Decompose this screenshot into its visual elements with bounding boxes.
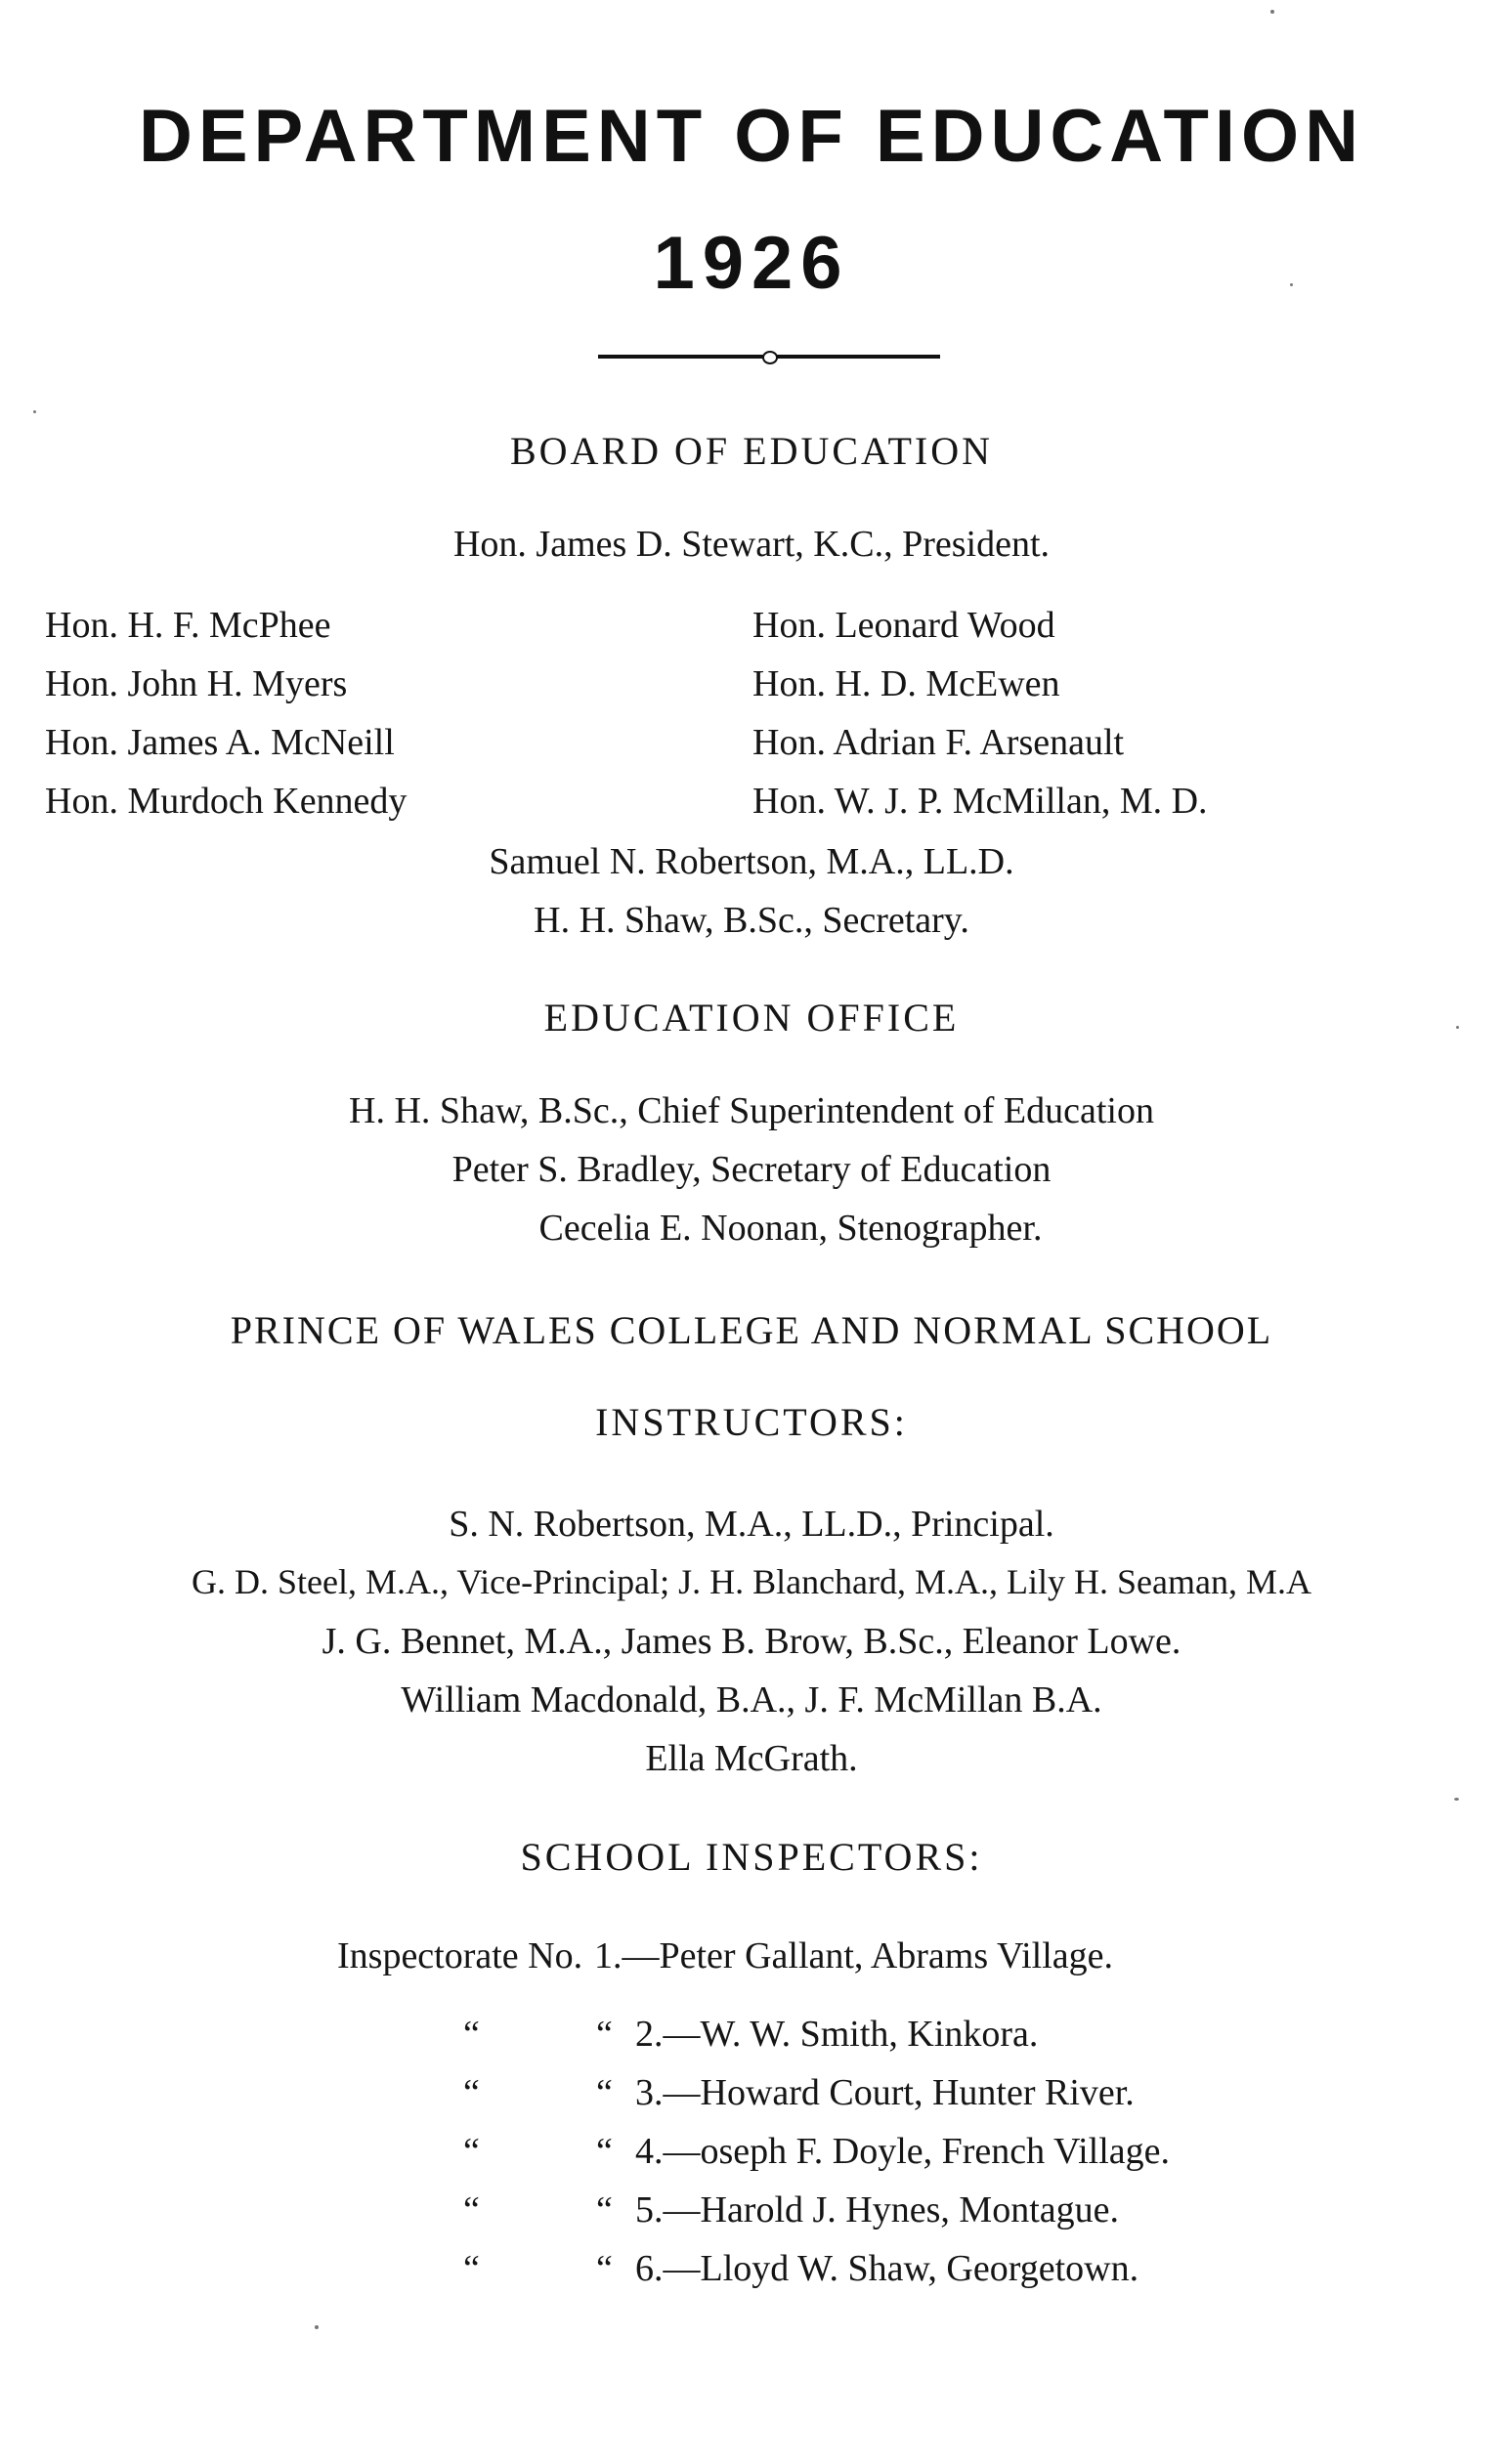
- office-staff-item: Cecelia E. Noonan, Stenographer.: [538, 1208, 1043, 1249]
- scan-speck: [1290, 283, 1293, 286]
- board-member-right: Hon. Leonard Wood: [752, 605, 1055, 646]
- board-member-right: Hon. W. J. P. McMillan, M. D.: [752, 781, 1208, 822]
- rule-ornament-icon: [762, 351, 778, 364]
- scan-speck: [1456, 1026, 1459, 1029]
- college-heading: PRINCE OF WALES COLLEGE AND NORMAL SCHOOL: [230, 1308, 1273, 1352]
- board-member-left: Hon. James A. McNeill: [45, 722, 395, 763]
- ornamental-rule: [598, 355, 940, 359]
- scan-speck: [1454, 1798, 1459, 1801]
- board-member-left: Hon. H. F. McPhee: [45, 605, 331, 646]
- college-subheading: INSTRUCTORS:: [595, 1400, 908, 1444]
- board-member-left: Hon. Murdoch Kennedy: [45, 781, 408, 822]
- board-heading: BOARD OF EDUCATION: [509, 429, 994, 473]
- ditto-mark: “: [463, 2131, 480, 2172]
- ditto-mark: “: [463, 2248, 480, 2289]
- board-secretary: H. H. Shaw, B.Sc., Secretary.: [534, 900, 969, 941]
- office-heading: EDUCATION OFFICE: [543, 996, 960, 1040]
- instructor-line: William Macdonald, B.A., J. F. McMillan B.A.: [401, 1679, 1102, 1721]
- ditto-mark: “: [596, 2131, 613, 2172]
- ditto-mark: “: [463, 2014, 480, 2055]
- inspector-entry: 2.—W. W. Smith, Kinkora.: [635, 2014, 1039, 2055]
- scan-speck: [1270, 10, 1274, 14]
- ditto-mark: “: [596, 2072, 613, 2113]
- instructor-line: Ella McGrath.: [645, 1738, 858, 1779]
- page-year: 1926: [653, 222, 850, 305]
- scan-speck: [33, 410, 36, 413]
- page-title: DEPARTMENT OF EDUCATION: [138, 95, 1365, 178]
- instructor-line: G. D. Steel, M.A., Vice-Principal; J. H. Blanchard, M.A., Lily H. Seaman, M.A: [191, 1562, 1311, 1601]
- ditto-mark: “: [596, 2189, 613, 2230]
- inspectors-heading: SCHOOL INSPECTORS:: [520, 1835, 983, 1879]
- ditto-mark: “: [463, 2072, 480, 2113]
- inspector-entry: 5.—Harold J. Hynes, Montague.: [635, 2189, 1119, 2230]
- ditto-mark: “: [596, 2248, 613, 2289]
- instructor-line: J. G. Bennet, M.A., James B. Brow, B.Sc., Eleanor Lowe.: [322, 1621, 1181, 1662]
- instructor-line: S. N. Robertson, M.A., LL.D., Principal.: [449, 1504, 1054, 1545]
- inspector-entry: 6.—Lloyd W. Shaw, Georgetown.: [635, 2248, 1139, 2289]
- scan-speck: [315, 2325, 319, 2329]
- inspector-entry: 1.—Peter Gallant, Abrams Village.: [594, 1935, 1114, 1976]
- board-other-member: Samuel N. Robertson, M.A., LL.D.: [489, 841, 1014, 882]
- board-member-right: Hon. Adrian F. Arsenault: [752, 722, 1125, 763]
- office-staff-item: Peter S. Bradley, Secretary of Education: [451, 1149, 1052, 1190]
- ditto-mark: “: [463, 2189, 480, 2230]
- inspectorate-label: Inspectorate No.: [337, 1935, 583, 1976]
- board-member-left: Hon. John H. Myers: [45, 663, 348, 704]
- office-staff-item: H. H. Shaw, B.Sc., Chief Superintendent of Education: [349, 1090, 1154, 1131]
- ditto-mark: “: [596, 2014, 613, 2055]
- inspector-entry: 4.—oseph F. Doyle, French Village.: [635, 2131, 1171, 2172]
- inspector-entry: 3.—Howard Court, Hunter River.: [635, 2072, 1135, 2113]
- board-member-right: Hon. H. D. McEwen: [752, 663, 1060, 704]
- board-president: Hon. James D. Stewart, K.C., President.: [452, 524, 1051, 565]
